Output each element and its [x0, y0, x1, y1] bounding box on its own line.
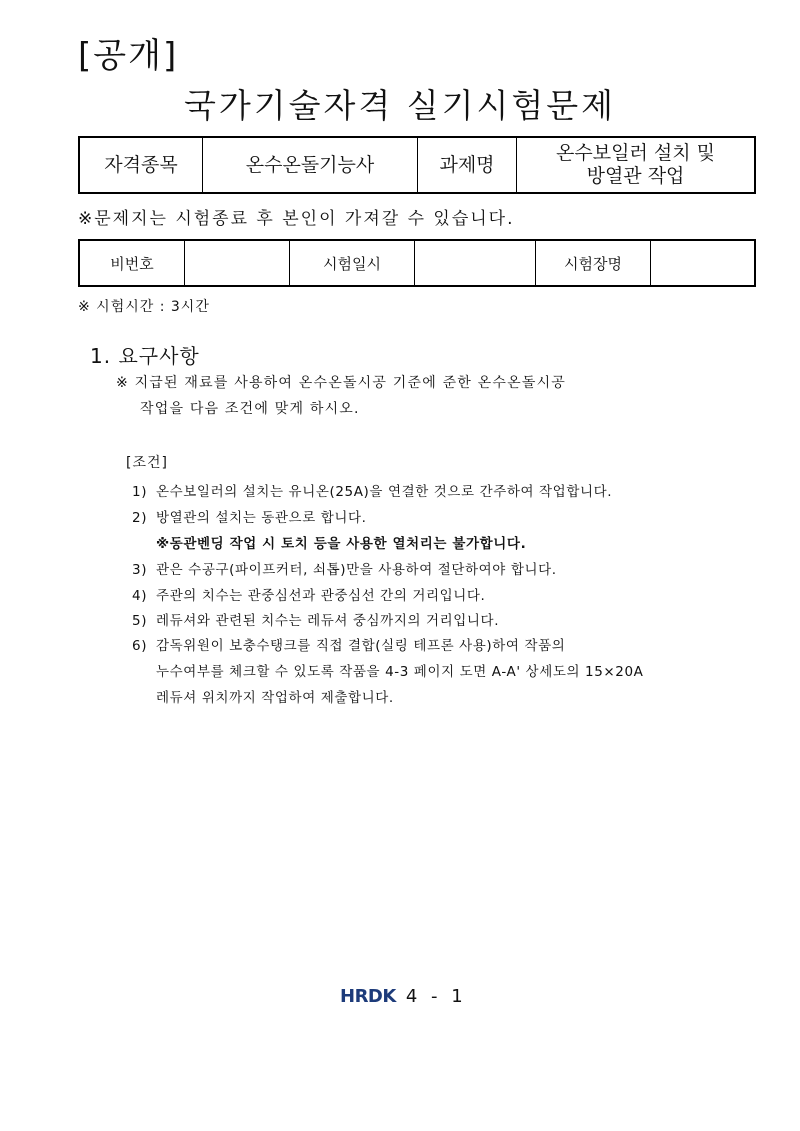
- label-number: 비번호: [79, 240, 185, 286]
- public-badge: [공개]: [78, 36, 179, 76]
- page-title: 국가기술자격 실기시험문제: [183, 86, 617, 125]
- condition-number: 4): [132, 588, 148, 604]
- conditions-heading: [조건]: [126, 455, 168, 471]
- value-task-line1: 온수보일러 설치 및: [556, 142, 715, 164]
- condition-number: 6): [132, 638, 148, 654]
- page-number: 4 - 1: [405, 986, 467, 1007]
- condition-item: [132, 609, 499, 629]
- exam-time-note: ※ 시험시간 : 3시간: [78, 299, 210, 315]
- requirement-line-2: 작업을 다음 조건에 맞게 하시오.: [140, 401, 360, 417]
- condition-text: 관은 수공구(파이프커터, 쇠톱)만을 사용하여 절단하여야 합니다.: [156, 562, 557, 578]
- requirement-line-1: ※ 지급된 재료를 사용하여 온수온돌시공 기준에 준한 온수온돌시공: [116, 375, 567, 391]
- condition-number: 3): [132, 562, 148, 578]
- condition-number: 1): [132, 484, 148, 500]
- condition-item: [132, 558, 557, 578]
- condition-text: 주관의 치수는 관중심선과 관중심선 간의 거리입니다.: [156, 588, 486, 604]
- exam-info-table: [78, 239, 756, 287]
- hrdk-logo: HRDK: [340, 986, 396, 1007]
- condition-text: 누수여부를 체크할 수 있도록 작품을 4-3 페이지 도면 A-A' 상세도의 15×20A: [156, 664, 644, 680]
- label-date: 시험일시: [290, 240, 415, 286]
- condition-text: 레듀셔 위치까지 작업하여 제출합니다.: [156, 690, 394, 706]
- condition-number: 2): [132, 510, 148, 526]
- condition-warning: [156, 532, 526, 552]
- condition-item: [132, 634, 565, 654]
- label-task: 과제명: [418, 137, 517, 193]
- value-place: [651, 240, 756, 286]
- condition-text: 레듀셔와 관련된 치수는 레듀셔 중심까지의 거리입니다.: [156, 613, 500, 629]
- condition-text: 방열관의 설치는 동관으로 합니다.: [156, 510, 367, 526]
- condition-text: 감독위원이 보충수탱크를 직접 결합(실링 테프론 사용)하여 작품의: [156, 638, 566, 654]
- section-heading: 1. 요구사항: [90, 344, 200, 368]
- value-task-line2: 방열관 작업: [586, 165, 685, 187]
- condition-text: 온수보일러의 설치는 유니온(25A)을 연결한 것으로 간주하여 작업합니다.: [156, 484, 613, 500]
- label-subject: 자격종목: [79, 137, 203, 193]
- qualification-table: [78, 136, 756, 194]
- condition-item: [132, 506, 367, 526]
- value-task: [517, 137, 756, 193]
- condition-item: [132, 584, 485, 604]
- condition-continuation: [156, 660, 644, 680]
- condition-number: 5): [132, 613, 148, 629]
- value-date: [415, 240, 536, 286]
- value-number: [185, 240, 290, 286]
- condition-continuation: [156, 686, 394, 706]
- condition-item: [132, 480, 612, 500]
- value-subject: 온수온돌기능사: [203, 137, 418, 193]
- label-place: 시험장명: [536, 240, 651, 286]
- notice-text: ※문제지는 시험종료 후 본인이 가져갈 수 있습니다.: [78, 209, 515, 229]
- condition-warning-text: ※동관벤딩 작업 시 토치 등을 사용한 열처리는 불가합니다.: [156, 536, 527, 552]
- page-footer: [340, 986, 467, 1007]
